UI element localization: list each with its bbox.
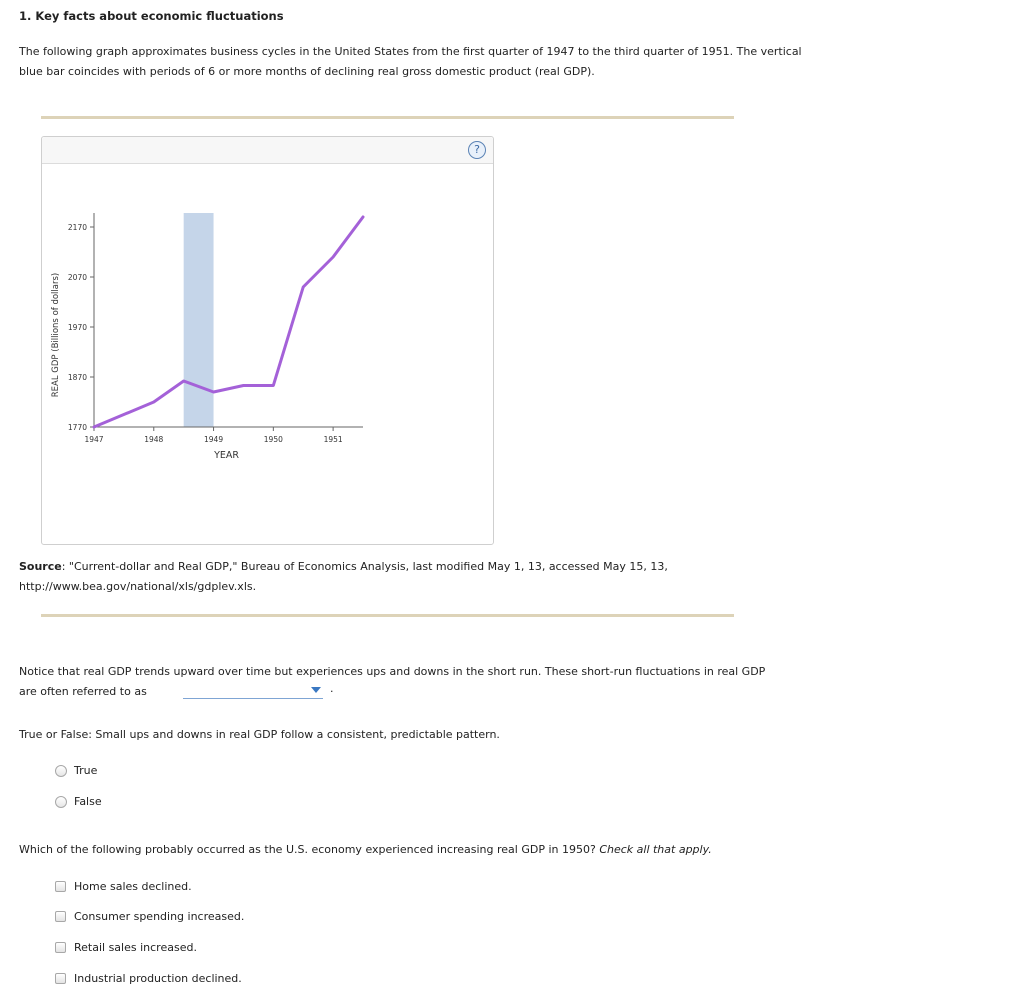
dropdown-caret-icon: [311, 687, 321, 693]
x-tick-label: 1947: [84, 435, 104, 444]
radio-button[interactable]: [55, 796, 67, 808]
y-tick-label: 2170: [67, 223, 87, 232]
y-tick-label: 1870: [67, 373, 87, 382]
checkbox[interactable]: [55, 881, 66, 892]
checkbox[interactable]: [55, 911, 66, 922]
question-title: 1. Key facts about economic fluctuations: [19, 9, 284, 23]
checkbox-label: Home sales declined.: [74, 880, 192, 893]
graph-panel: [41, 136, 494, 545]
radio-label: False: [74, 795, 102, 808]
checkbox-label: Industrial production declined.: [74, 972, 242, 985]
help-icon[interactable]: ?: [468, 141, 486, 159]
which-question: [19, 840, 712, 860]
series-line-real-gdp: [94, 217, 363, 427]
y-axis-label: REAL GDP (Billions of dollars): [51, 272, 61, 398]
divider-top: [41, 116, 734, 119]
sentence-period: .: [330, 682, 334, 695]
checkbox[interactable]: [55, 973, 66, 984]
divider-bottom: [41, 614, 734, 617]
radio-label: True: [74, 764, 98, 777]
checkbox-label: Retail sales increased.: [74, 941, 197, 954]
x-tick-label: 1951: [323, 435, 343, 444]
notice-paragraph: Notice that real GDP trends upward over time but experiences ups and downs in the short run. These short-run fluctuations in real GDP are often referred to as: [19, 665, 766, 698]
x-tick-label: 1949: [204, 435, 224, 444]
gdp-chart: [42, 137, 493, 544]
fluctuations-dropdown[interactable]: [183, 684, 323, 699]
which-question-text: Which of the following probably occurred as the U.S. economy experienced increasing real GDP in 1950?: [19, 843, 596, 856]
intro-paragraph: The following graph approximates business cycles in the United States from the first quarter of 1947 to the third quarter of 1951. The vertical blue bar coincides with periods of 6 or more months of declining real gross domestic product (real GDP).: [19, 45, 802, 78]
true-false-question: True or False: Small ups and downs in real GDP follow a consistent, predictable pattern.: [19, 728, 500, 741]
which-instruction: Check all that apply.: [599, 843, 712, 856]
y-tick-label: 2070: [67, 273, 87, 282]
y-tick-label: 1970: [67, 323, 87, 332]
radio-button[interactable]: [55, 765, 67, 777]
x-tick-label: 1950: [263, 435, 283, 444]
source-citation: [19, 557, 739, 597]
checkbox-label: Consumer spending increased.: [74, 910, 245, 923]
source-text: : "Current-dollar and Real GDP," Bureau of Economics Analysis, last modified May 1, 13, accessed May 15, 13, http://www.bea.gov/national/xls/gdplev.xls.: [19, 560, 668, 593]
x-tick-label: 1948: [144, 435, 164, 444]
x-axis-label: YEAR: [214, 450, 240, 461]
recession-bar: [184, 213, 214, 427]
checkbox[interactable]: [55, 942, 66, 953]
source-label: Source: [19, 560, 62, 573]
y-tick-label: 1770: [67, 423, 87, 432]
